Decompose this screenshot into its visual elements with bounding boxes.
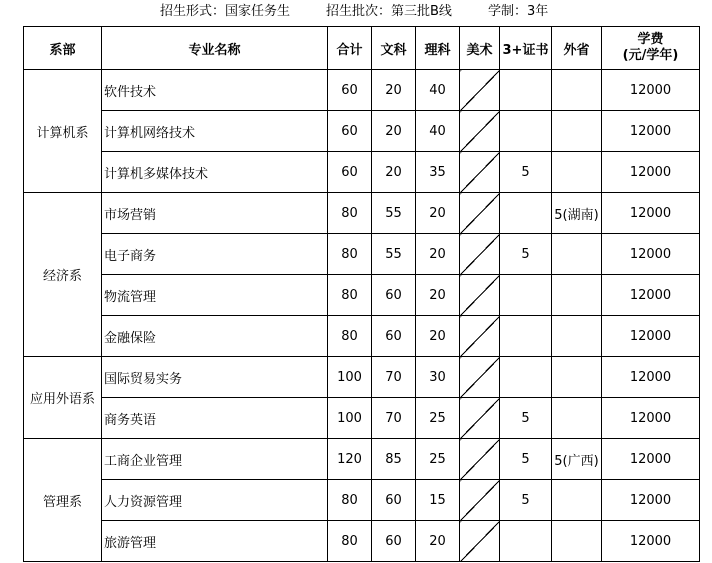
- header-row: [24, 27, 700, 70]
- dept-cell: 应用外语系: [24, 357, 102, 439]
- science-cell: 35: [416, 152, 460, 193]
- fee-cell: 12000: [602, 521, 700, 562]
- arts-cell: 85: [372, 439, 416, 480]
- out-province-cell: [552, 357, 602, 398]
- total-cell: 120: [328, 439, 372, 480]
- table-row: [24, 193, 700, 234]
- arts-cell: 55: [372, 234, 416, 275]
- science-cell: 25: [416, 439, 460, 480]
- cert-cell: 5: [500, 234, 552, 275]
- cert-cell: [500, 70, 552, 111]
- header-fine-arts: 美术: [460, 27, 500, 70]
- major-cell: 旅游管理: [102, 521, 328, 562]
- total-cell: 60: [328, 111, 372, 152]
- out-province-cell: [552, 480, 602, 521]
- out-province-cell: [552, 111, 602, 152]
- out-province-cell: [552, 152, 602, 193]
- cert-cell: [500, 111, 552, 152]
- cert-cell: 5: [500, 398, 552, 439]
- arts-cell: 60: [372, 521, 416, 562]
- table-row: [24, 439, 700, 480]
- arts-cell: 70: [372, 398, 416, 439]
- science-cell: 20: [416, 521, 460, 562]
- table-row: [24, 398, 700, 439]
- header-science: 理科: [416, 27, 460, 70]
- major-cell: 计算机多媒体技术: [102, 152, 328, 193]
- dept-cell: 计算机系: [24, 70, 102, 193]
- out-province-cell: [552, 316, 602, 357]
- table-row: [24, 234, 700, 275]
- header-fee-line2: (元/学年): [622, 48, 679, 63]
- header-fee-line1: 学费: [637, 32, 664, 47]
- total-cell: 100: [328, 357, 372, 398]
- fine-arts-na-cell: [460, 398, 500, 439]
- cert-cell: 5: [500, 480, 552, 521]
- science-cell: 20: [416, 234, 460, 275]
- table-row: [24, 480, 700, 521]
- fine-arts-na-cell: [460, 70, 500, 111]
- fee-cell: 12000: [602, 275, 700, 316]
- fine-arts-na-cell: [460, 316, 500, 357]
- out-province-cell: [552, 234, 602, 275]
- enrollment-batch-text: 招生批次：第三批B线: [326, 4, 452, 19]
- arts-cell: 55: [372, 193, 416, 234]
- out-province-cell: 5(湖南): [552, 193, 602, 234]
- fine-arts-na-cell: [460, 480, 500, 521]
- fine-arts-na-cell: [460, 521, 500, 562]
- out-province-cell: 5(广西): [552, 439, 602, 480]
- out-province-cell: [552, 521, 602, 562]
- cert-cell: [500, 316, 552, 357]
- major-cell: 市场营销: [102, 193, 328, 234]
- total-cell: 80: [328, 521, 372, 562]
- total-cell: 80: [328, 316, 372, 357]
- table-row: [24, 70, 700, 111]
- out-province-cell: [552, 275, 602, 316]
- fine-arts-na-cell: [460, 357, 500, 398]
- fee-cell: 12000: [602, 398, 700, 439]
- enrollment-form-text: 招生形式：国家任务生: [160, 4, 291, 19]
- major-cell: 软件技术: [102, 70, 328, 111]
- fine-arts-na-cell: [460, 111, 500, 152]
- fee-cell: 12000: [602, 357, 700, 398]
- major-cell: 金融保险: [102, 316, 328, 357]
- major-cell: 商务英语: [102, 398, 328, 439]
- major-cell: 电子商务: [102, 234, 328, 275]
- table-row: [24, 316, 700, 357]
- dept-cell: 经济系: [24, 193, 102, 357]
- total-cell: 80: [328, 480, 372, 521]
- header-dept: 系部: [24, 27, 102, 70]
- arts-cell: 20: [372, 152, 416, 193]
- fine-arts-na-cell: [460, 193, 500, 234]
- caption-line: [0, 0, 712, 26]
- fee-cell: 12000: [602, 480, 700, 521]
- cert-cell: 5: [500, 152, 552, 193]
- major-cell: 国际贸易实务: [102, 357, 328, 398]
- arts-cell: 60: [372, 275, 416, 316]
- fee-cell: 12000: [602, 234, 700, 275]
- total-cell: 80: [328, 275, 372, 316]
- fee-cell: 12000: [602, 152, 700, 193]
- cert-cell: 5: [500, 439, 552, 480]
- fine-arts-na-cell: [460, 275, 500, 316]
- fee-cell: 12000: [602, 70, 700, 111]
- header-major: 专业名称: [102, 27, 328, 70]
- fine-arts-na-cell: [460, 152, 500, 193]
- fine-arts-na-cell: [460, 439, 500, 480]
- header-arts: 文科: [372, 27, 416, 70]
- fee-cell: 12000: [602, 316, 700, 357]
- total-cell: 60: [328, 70, 372, 111]
- science-cell: 20: [416, 316, 460, 357]
- out-province-cell: [552, 70, 602, 111]
- table-row: [24, 357, 700, 398]
- arts-cell: 60: [372, 480, 416, 521]
- table-row: [24, 111, 700, 152]
- header-fee: [602, 27, 700, 70]
- major-cell: 物流管理: [102, 275, 328, 316]
- cert-cell: [500, 193, 552, 234]
- science-cell: 20: [416, 275, 460, 316]
- science-cell: 20: [416, 193, 460, 234]
- major-cell: 工商企业管理: [102, 439, 328, 480]
- total-cell: 80: [328, 193, 372, 234]
- arts-cell: 70: [372, 357, 416, 398]
- table-row: [24, 275, 700, 316]
- cert-cell: [500, 275, 552, 316]
- out-province-cell: [552, 398, 602, 439]
- arts-cell: 20: [372, 70, 416, 111]
- fee-cell: 12000: [602, 193, 700, 234]
- cert-cell: [500, 357, 552, 398]
- table-row: [24, 152, 700, 193]
- total-cell: 80: [328, 234, 372, 275]
- arts-cell: 20: [372, 111, 416, 152]
- science-cell: 40: [416, 111, 460, 152]
- fee-cell: 12000: [602, 111, 700, 152]
- duration-text: 学制：3年: [488, 4, 549, 19]
- header-out-province: 外省: [552, 27, 602, 70]
- major-cell: 人力资源管理: [102, 480, 328, 521]
- header-cert: 3+证书: [500, 27, 552, 70]
- enrollment-table: [23, 26, 700, 562]
- header-total: 合计: [328, 27, 372, 70]
- total-cell: 100: [328, 398, 372, 439]
- dept-cell: 管理系: [24, 439, 102, 562]
- science-cell: 30: [416, 357, 460, 398]
- major-cell: 计算机网络技术: [102, 111, 328, 152]
- science-cell: 25: [416, 398, 460, 439]
- fine-arts-na-cell: [460, 234, 500, 275]
- science-cell: 15: [416, 480, 460, 521]
- table-row: [24, 521, 700, 562]
- science-cell: 40: [416, 70, 460, 111]
- arts-cell: 60: [372, 316, 416, 357]
- total-cell: 60: [328, 152, 372, 193]
- cert-cell: [500, 521, 552, 562]
- fee-cell: 12000: [602, 439, 700, 480]
